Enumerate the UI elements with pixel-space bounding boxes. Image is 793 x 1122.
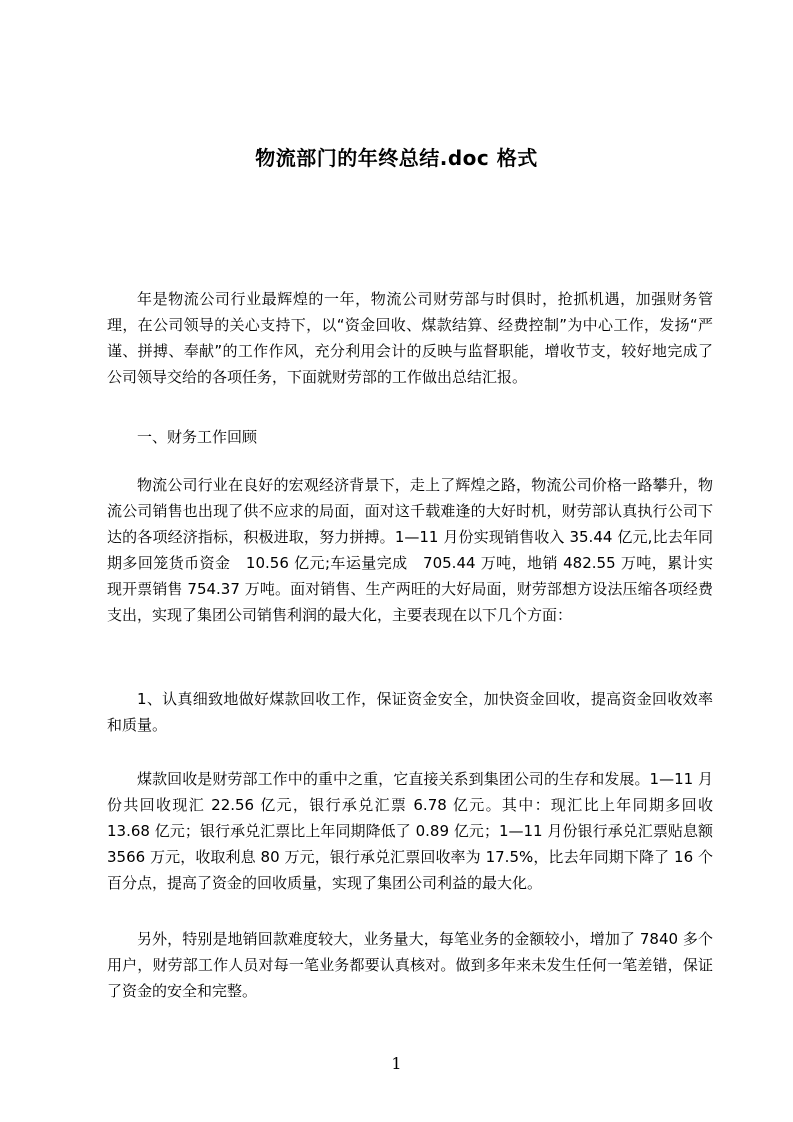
section-heading-text: 一、财务工作回顾 [137, 428, 258, 446]
paragraph-text: 年是物流公司行业最辉煌的一年，物流公司财劳部与时俱时，抢抓机遇，加强财务管理，在公司领导的关心支持下，以“资金回收、煤款结算、经费控制”为中心工作，发扬“严谨、拼搏、奉献”的工作作风，充分利用会计的反映与监督职能，增收节支，较好地完成了公司领导交给的各项任务，下面就财劳部的工作做出总结汇报。 [107, 290, 713, 386]
paragraph-intro [107, 286, 713, 390]
section-heading [107, 424, 713, 450]
paragraph-text: 另外，特别是地销回款难度较大，业务量大，每笔业务的金额较小，增加了 7840 多个用户，财劳部工作人员对每一笔业务都要认真核对。做到多年来未发生任何一笔差错，保证了资金的安全和完整。 [107, 930, 713, 1000]
paragraph-text: 1、认真细致地做好煤款回收工作，保证资金安全，加快资金回收，提高资金回收效率和质量。 [107, 690, 713, 734]
paragraph-text: 物流公司行业在良好的宏观经济背景下，走上了辉煌之路，物流公司价格一路攀升，物流公司销售也出现了供不应求的局面，面对这千载难逢的大好时机，财劳部认真执行公司下达的各项经济指标，积极进取，努力拼搏。1—11 月份实现销售收入 35.44 亿元,比去年同期多回笼货币资金 10.56 亿元;车运量完成 705.44 万吨，地销 482.55 万吨，累计实现开票销售 754.37 万吨。面对销售、生产两旺的大好局面，财劳部想方设法压缩各项经费支出，实现了集团公司销售利润的最大化，主要表现在以下几个方面： [107, 476, 713, 624]
page-number: 1 [391, 1054, 402, 1073]
paragraph-review [107, 472, 713, 628]
paragraph-collection [107, 766, 713, 896]
paragraph-text: 煤款回收是财劳部工作中的重中之重，它直接关系到集团公司的生存和发展。1—11 月份共回收现汇 22.56 亿元，银行承兑汇票 6.78 亿元。其中：现汇比上年同期多回收 13.68 亿元；银行承兑汇票比上年同期降低了 0.89 亿元；1—11 月份银行承兑汇票贴息额 3566 万元，收取利息 80 万元，银行承兑汇票回收率为 17.5%，比去年同期下降了 16 个百分点，提高了资金的回收质量，实现了集团公司利益的最大化。 [107, 770, 713, 892]
document-title: 物流部门的年终总结.doc 格式 [255, 146, 538, 170]
paragraph-additional [107, 926, 713, 1004]
paragraph-item-1 [107, 686, 713, 738]
